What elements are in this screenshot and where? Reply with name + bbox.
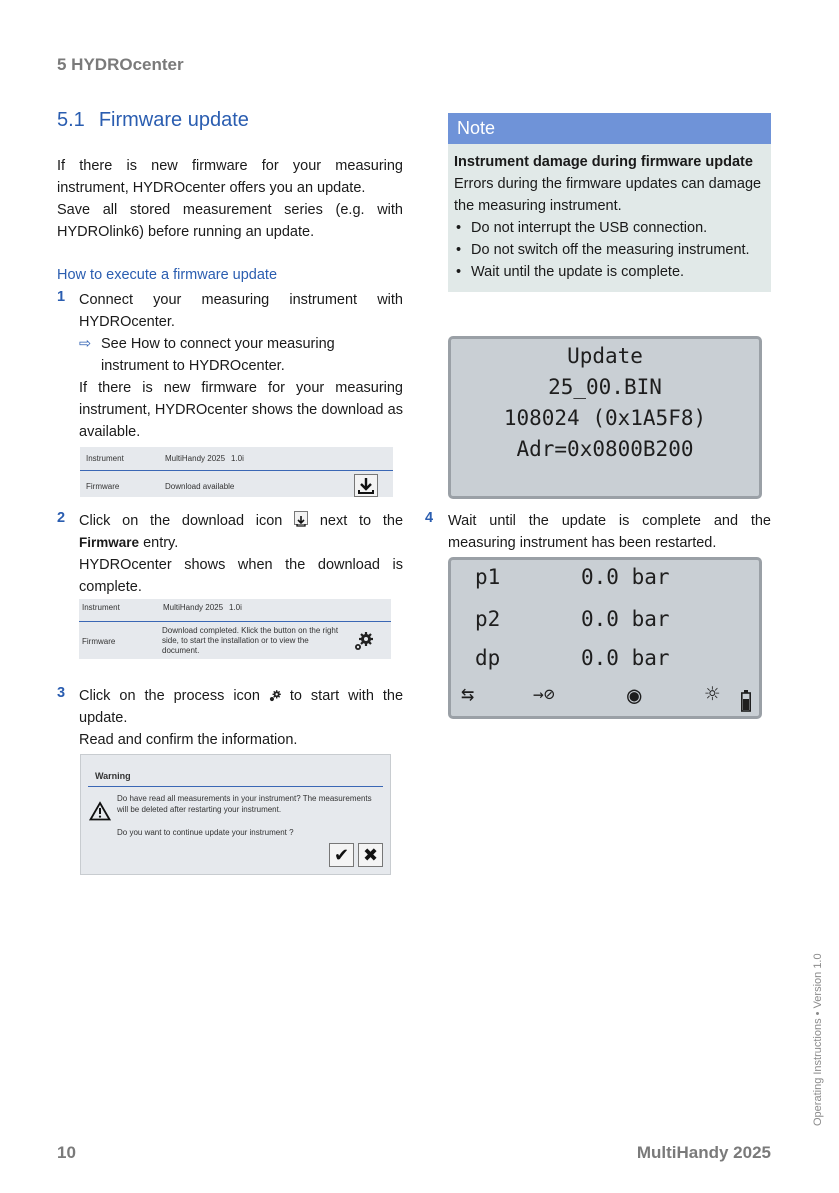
step-3-text-a: Click on the process icon xyxy=(79,688,260,704)
step-1-after: If there is new firmware for your measuring instrument, HYDROcenter shows the download as available. xyxy=(79,380,403,440)
cancel-x-button[interactable]: ✖ xyxy=(358,843,383,867)
intro-paragraph-1: If there is new firmware for your measuring instrument, HYDROcenter offers you an update. xyxy=(57,158,403,196)
firmware-label: Firmware xyxy=(82,637,116,646)
page-number: 10 xyxy=(57,1143,76,1162)
note-title-bar xyxy=(448,113,771,144)
battery-icon xyxy=(741,690,751,716)
step-2-after: HYDROcenter shows when the download is complete. xyxy=(79,557,403,595)
instrument-label: Instrument xyxy=(82,603,120,612)
lcd-line: Adr=0x0800B200 xyxy=(516,437,694,461)
step-2-number: 2 xyxy=(57,510,66,526)
section-title xyxy=(57,109,249,132)
warning-line-2: Do you want to continue update your instrument ? xyxy=(117,828,294,837)
warning-dialog xyxy=(80,754,391,875)
note-heading: Instrument damage during firmware update xyxy=(454,154,753,170)
note-body xyxy=(454,151,766,283)
footer-product: MultiHandy 2025 xyxy=(636,1143,771,1162)
lcd-value-dp: 0.0 bar xyxy=(581,646,670,670)
record-icon: ◉ xyxy=(627,681,642,709)
firmware-value: Download available xyxy=(165,482,235,491)
note-text: Errors during the firmware updates can damage the measuring instrument. xyxy=(454,176,762,214)
note-bullet: • Do not interrupt the USB connection. xyxy=(454,217,766,239)
instrument-version: 1.0i xyxy=(231,454,244,463)
lcd-measurement-display xyxy=(448,557,762,719)
instrument-version: 1.0i xyxy=(229,603,242,612)
section-number: 5.1 xyxy=(57,109,85,131)
instrument-label: Instrument xyxy=(86,454,124,463)
step-4-text: Wait until the update is complete and the measuring instrument has been restarted. xyxy=(448,513,771,551)
howto-heading: How to execute a firmware update xyxy=(57,267,278,283)
lcd-line: 108024 (0x1A5F8) xyxy=(503,406,707,430)
lcd-label-dp: dp xyxy=(475,646,501,670)
process-gear-icon[interactable] xyxy=(353,630,375,652)
hydrocenter-download-completed xyxy=(79,599,391,659)
firmware-label: Firmware xyxy=(86,482,120,491)
swap-arrows-icon: ⇆ xyxy=(461,682,475,707)
warning-triangle-icon xyxy=(89,801,111,823)
zero-reset-icon: →⊘ xyxy=(533,684,555,705)
step-1-number: 1 xyxy=(57,289,66,305)
step-1-text: Connect your measuring instrument with HYDROcenter. xyxy=(79,292,403,330)
intro-paragraph-2: Save all stored measurement series (e.g. with HYDROlink6) before running an update. xyxy=(57,202,403,240)
step-3-text-b: to start with the update. xyxy=(79,688,404,726)
side-version-note: Operating Instructions • Version 1.0 xyxy=(812,953,824,1126)
arrow-right-icon: ⇨ xyxy=(79,336,92,352)
lcd-line: 25_00.BIN xyxy=(548,375,662,399)
lcd-label-p2: p2 xyxy=(475,607,501,631)
note-bullet: • Wait until the update is complete. xyxy=(454,261,766,283)
step-3-after: Read and confirm the information. xyxy=(79,732,298,748)
instrument-value: MultiHandy 2025 xyxy=(163,603,224,612)
download-completed-message: Download completed. Klick the button on the right side, to start the installation or to view the document. xyxy=(162,626,339,655)
section-title-text: Firmware update xyxy=(98,109,249,131)
warning-line-1: Do have read all measurements in your instrument? The measurements will be deleted after restarting your instrument. xyxy=(117,794,372,814)
note-bullet: • Do not switch off the measuring instrument. xyxy=(454,239,766,261)
download-icon[interactable] xyxy=(354,474,378,497)
lcd-update-display xyxy=(448,336,762,499)
step-2-text-b: next to the xyxy=(319,513,404,529)
lcd-value-p1: 0.0 bar xyxy=(581,565,670,589)
lcd-value-p2: 0.0 bar xyxy=(581,607,670,631)
step-3-text xyxy=(79,685,403,729)
step-2-firmware-bold: Firmware xyxy=(79,535,140,550)
confirm-check-button[interactable]: ✔ xyxy=(329,843,354,867)
chapter-header: 5 HYDROcenter xyxy=(57,55,184,74)
warning-title: Warning xyxy=(95,771,131,781)
download-icon-inline xyxy=(294,511,308,525)
step-2-text-c: entry. xyxy=(143,535,179,551)
step-1-see-text: See How to connect your measuring instrument to HYDROcenter. xyxy=(101,336,335,374)
process-gear-icon-inline xyxy=(269,687,281,699)
lcd-label-p1: p1 xyxy=(475,565,501,589)
step-2-text-a: Click on the download icon xyxy=(79,513,283,529)
step-3-number: 3 xyxy=(57,685,66,701)
step-4-number: 4 xyxy=(425,510,434,526)
hydrocenter-download-available xyxy=(80,447,393,497)
step-1-see xyxy=(79,333,369,377)
note-bullet-list xyxy=(454,217,766,283)
note-title: Note xyxy=(457,118,496,138)
lcd-line: Update xyxy=(567,344,643,368)
step-2-text xyxy=(79,510,403,554)
instrument-value: MultiHandy 2025 xyxy=(165,454,226,463)
backlight-bulb-icon: ☼ xyxy=(705,680,720,708)
note-box xyxy=(448,113,771,292)
